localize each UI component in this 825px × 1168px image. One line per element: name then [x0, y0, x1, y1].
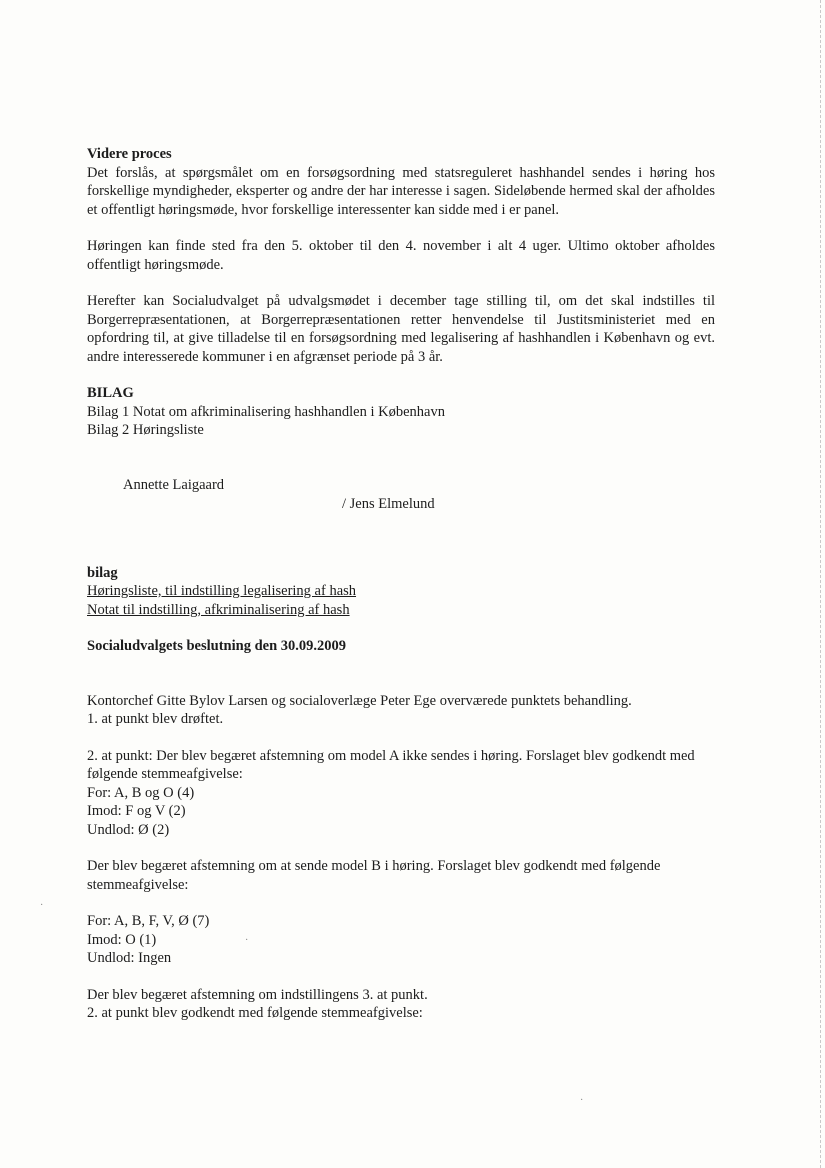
- scan-speck: ·: [40, 900, 44, 911]
- vote1-against: Imod: F og V (2): [87, 803, 186, 819]
- vote2-against: Imod: O (1): [87, 931, 157, 948]
- vote1-abstain: Undlod: Ø (2): [87, 821, 170, 838]
- vote2-intro: Der blev begæret afstemning om at sende model B i høring. Forslaget blev godkendt med følgende stemmeafgivelse:: [87, 858, 661, 893]
- signature-block: [87, 476, 715, 550]
- attachment-link-horingsliste[interactable]: Høringsliste, til indstilling legalisering af hash: [87, 583, 357, 599]
- vote3-result: 2. at punkt blev godkendt med følgende stemmeafgivelse:: [87, 1005, 423, 1021]
- signature-second: / Jens Elmelund: [342, 495, 435, 512]
- vote3-intro: Der blev begæret afstemning om indstillingens 3. at punkt.: [87, 986, 428, 1003]
- bilag-heading: BILAG: [87, 385, 134, 401]
- bilag-item: Bilag 2 Høringsliste: [87, 422, 204, 438]
- vote2-abstain: Undlod: Ingen: [87, 950, 172, 966]
- scan-edge: [819, 0, 821, 1168]
- decision-heading: Socialudvalgets beslutning den 30.09.2009: [87, 638, 347, 654]
- scan-speck: ·: [245, 935, 249, 946]
- paragraph-proposal: Det forslås, at spørgsmålet om en forsøgsordning med statsreguleret hashhandel sendes i høring hos forskellige myndigheder, eksperter og andre der har interesse i sagen. Sideløbende hermed skal der afholdes et offentligt høringsmøde, hvor forskellige interessenter kan sidde med i er panel.: [87, 164, 715, 218]
- paragraph-next-steps: Herefter kan Socialudvalget på udvalgsmødet i december tage stilling til, om det skal indstilles til Borgerrepræsentationen, at Borgerrepræsentationen retter henvendelse til Justitsministeriet med en opfordring til, at give tilladelse til en forsøgsordning med legalisering af hashhandlen i København og evt. andre interesserede kommuner i en afgrænset periode på 3 år.: [87, 293, 715, 365]
- attachment-link-notat[interactable]: Notat til indstilling, afkriminalisering af hash: [87, 601, 350, 618]
- scan-speck: ·: [580, 1095, 584, 1106]
- decision-attendance: Kontorchef Gitte Bylov Larsen og socialoverlæge Peter Ege overværede punktets behandling.: [87, 692, 632, 709]
- section-heading: Videre proces: [87, 146, 172, 162]
- vote1-intro: 2. at punkt: Der blev begæret afstemning om model A ikke sendes i høring. Forslaget blev godkendt med følgende stemmeafgivelse:: [87, 747, 695, 782]
- decision-point1: 1. at punkt blev drøftet.: [87, 711, 224, 727]
- paragraph-hearing-period: Høringen kan finde sted fra den 5. oktober til den 4. november i alt 4 uger. Ultimo oktober afholdes offentligt høringsmøde.: [87, 238, 715, 273]
- attachments-heading: bilag: [87, 564, 118, 581]
- vote1-for: For: A, B og O (4): [87, 784, 195, 801]
- vote2-for: For: A, B, F, V, Ø (7): [87, 913, 210, 929]
- bilag-item: Bilag 1 Notat om afkriminalisering hashhandlen i København: [87, 403, 445, 420]
- document-body: [87, 145, 715, 1023]
- signature-first: Annette Laigaard: [123, 476, 225, 493]
